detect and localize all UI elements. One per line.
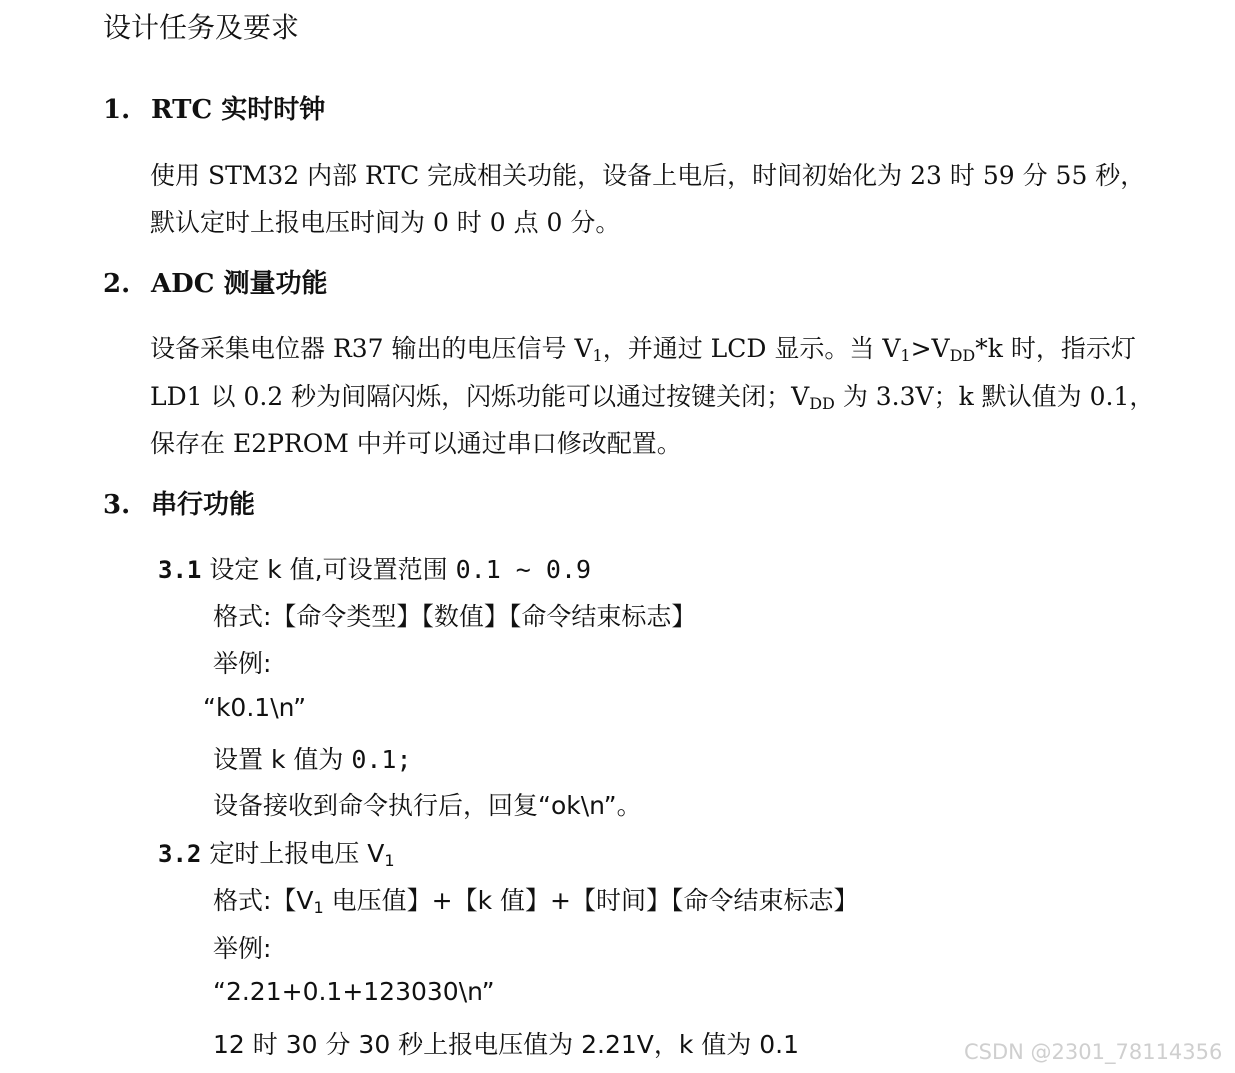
subscript: DD (949, 346, 976, 365)
subsection-title: 设定 k 值,可设置范围 (209, 555, 448, 584)
example-command: “2.21+0.1+123030\n” (213, 977, 495, 1006)
section-1-line-2: 默认定时上报电压时间为 0 时 0 点 0 分。 (150, 208, 621, 237)
subscript: 1 (384, 851, 395, 870)
section-title: ADC 测量功能 (151, 269, 328, 299)
section-number: 2. (103, 269, 131, 299)
format-line: 格式:【命令类型】【数值】【命令结束标志】 (213, 602, 697, 631)
subscript: DD (809, 394, 835, 413)
value-text: 0.1; (351, 745, 412, 774)
section-2-heading (103, 263, 327, 300)
example-label: 举例: (213, 934, 272, 963)
text-run: LD1 以 0.2 秒为间隔闪烁，闪烁功能可以通过按键关闭；V (150, 382, 810, 411)
example-description: 12 时 30 分 30 秒上报电压值为 2.21V，k 值为 0.1 (213, 1030, 800, 1059)
subsection-number: 3.2 (158, 840, 202, 868)
section-3-heading (103, 484, 255, 521)
range-value: 0.1 ~ 0.9 (455, 555, 592, 584)
text-run: 设置 k 值为 (213, 745, 344, 774)
text-run: 格式:【V (213, 886, 314, 915)
example-label: 举例: (213, 649, 272, 678)
section-title: 串行功能 (151, 490, 256, 520)
subscript: 1 (900, 346, 911, 365)
text-run: 设备采集电位器 R37 输出的电压信号 V (150, 334, 593, 363)
text-run: >V (910, 334, 950, 363)
section-number: 1. (103, 95, 131, 125)
watermark-text: CSDN @2301_78114356 (964, 1040, 1223, 1064)
example-command: “k0.1\n” (203, 693, 307, 722)
subsection-3-1-title (158, 550, 591, 586)
reply-line: 设备接收到命令执行后，回复“ok\n”。 (213, 791, 642, 820)
subscript: 1 (592, 346, 603, 365)
subsection-title: 定时上报电压 V (209, 839, 385, 868)
format-line (213, 881, 859, 917)
text-run: 为 3.3V；k 默认值为 0.1， (834, 382, 1155, 411)
section-1-line-1: 使用 STM32 内部 RTC 完成相关功能，设备上电后，时间初始化为 23 时 59 分 55 秒， (150, 161, 1146, 190)
page-title: 设计任务及要求 (103, 11, 300, 44)
text-run: ，并通过 LCD 显示。当 V (602, 334, 901, 363)
subsection-number: 3.1 (158, 556, 202, 584)
section-title: RTC 实时时钟 (151, 95, 326, 125)
subsection-3-2-title (158, 834, 395, 870)
example-description (213, 740, 412, 776)
section-number: 3. (103, 490, 131, 520)
section-2-line-2 (150, 377, 1154, 413)
section-1-heading (103, 89, 325, 126)
subscript: 1 (313, 898, 324, 917)
text-run: *k 时，指示灯 (975, 334, 1136, 363)
section-2-line-1 (150, 329, 1136, 365)
text-run: 电压值】+【k 值】+【时间】【命令结束标志】 (323, 886, 859, 915)
section-2-line-3: 保存在 E2PROM 中并可以通过串口修改配置。 (150, 429, 682, 458)
